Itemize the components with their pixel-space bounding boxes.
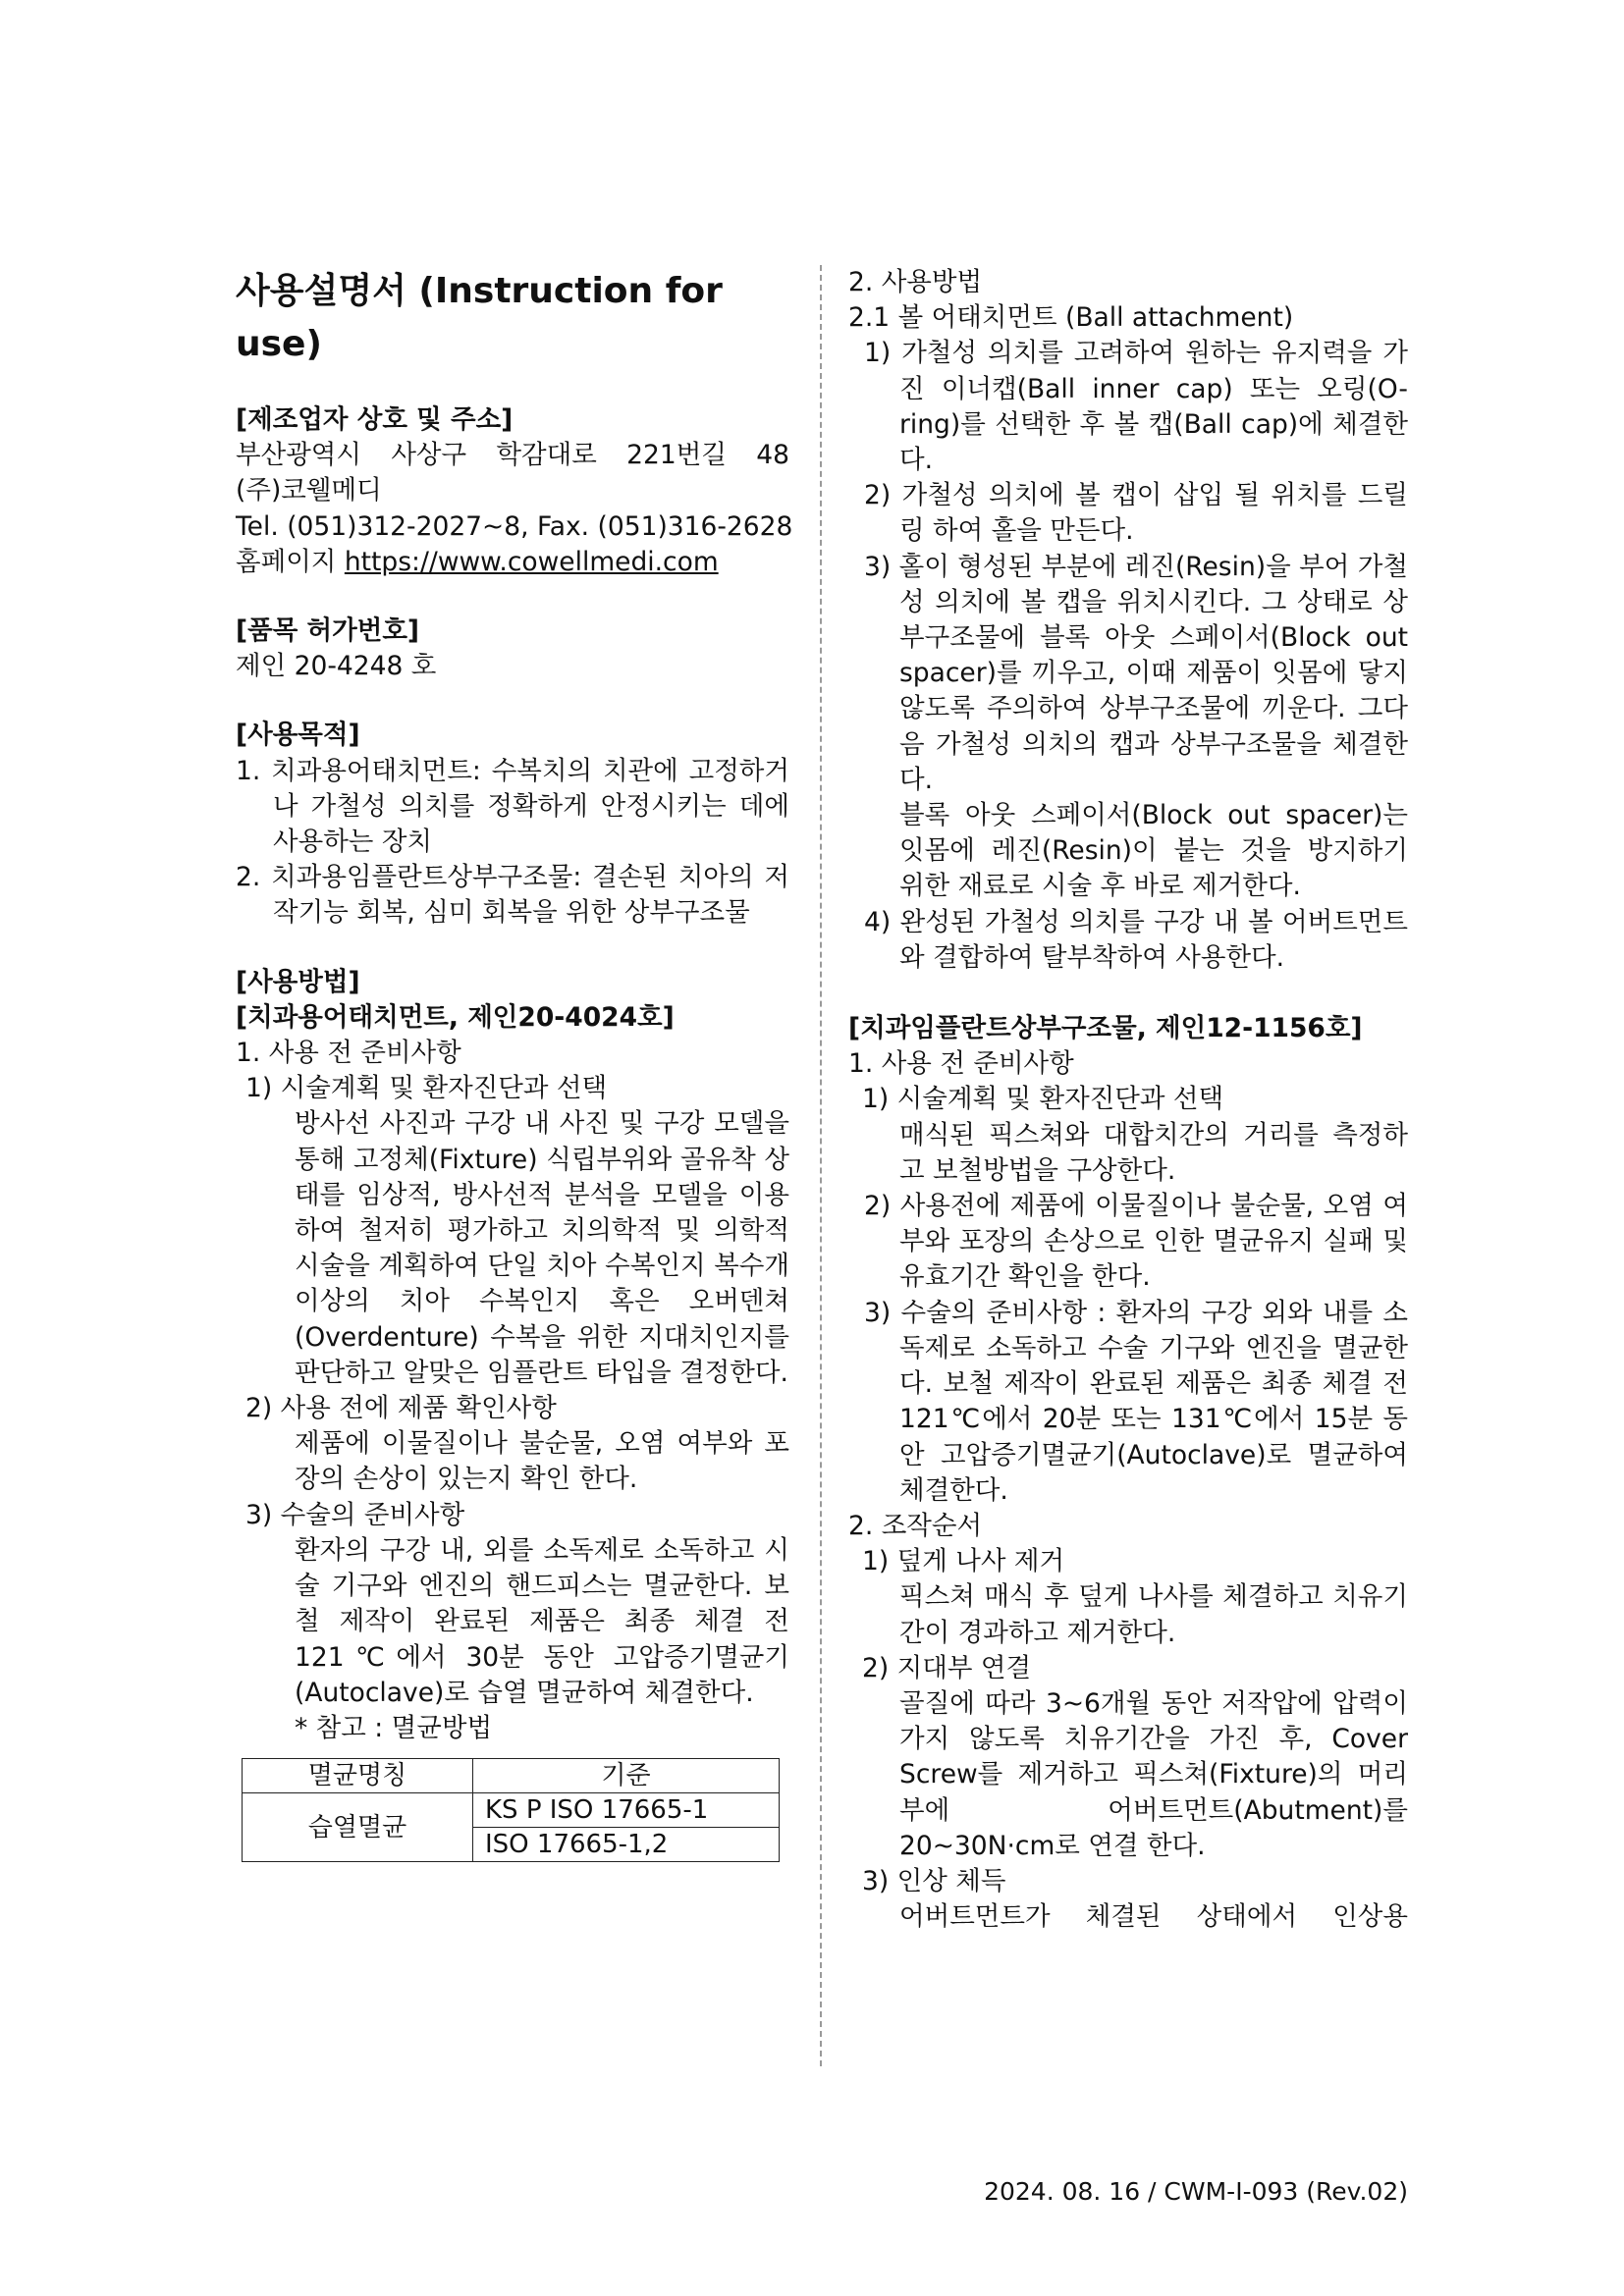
attachment-heading: [치과용어태치먼트, 제인20-4024호]	[236, 1001, 675, 1033]
table-row	[243, 1793, 780, 1828]
purpose-item-1: 1. 치과용어태치먼트: 수복치의 치관에 고정하거나 가철성 의치를 정확하게 안정시키는 데에 사용하는 장치	[236, 755, 789, 858]
use-title: 2. 사용방법	[848, 267, 983, 297]
step-2-body: 제품에 이물질이나 불순물, 오염 여부와 포장의 손상이 있는지 확인 한다.	[295, 1428, 789, 1495]
right-column	[848, 265, 1408, 1935]
step-3-body: 환자의 구강 내, 외를 소독제로 소독하고 시술 기구와 엔진의 핸드피스는 멸균한다. 보철 제작이 완료된 제품은 최종 체결 전 121℃에서 30분 동안 고압증기멸균기(Autoclave)로 습열 멸균하여 체결한다.	[295, 1534, 789, 1708]
table-header-row	[243, 1759, 780, 1793]
operation-step-2-title: 2) 지대부 연결	[862, 1652, 1032, 1683]
step-1-body: 방사선 사진과 구강 내 사진 및 구강 모델을 통해 고정체(Fixture) 식립부위와 골유착 상태를 임상적, 방사선적 분석을 모델을 이용하여 철저히 평가하고 치의학적 및 의학적 시술을 계획하여 단일 치아 수복인지 복수개 이상의 치아 수복인지 혹은 오버덴쳐(Overdenture) 수복을 위한 지대치인지를 판단하고 알맞은 임플란트 타입을 결정한다.	[295, 1108, 789, 1388]
maker-heading: [제조업자 상호 및 주소]	[236, 404, 514, 435]
table-header: 멸균명칭	[243, 1759, 473, 1793]
implant-step-2: 2) 사용전에 제품에 이물질이나 불순물, 오염 여부와 포장의 손상으로 인한 멸균유지 실패 및 유효기간 확인을 한다.	[864, 1191, 1408, 1293]
operation-step-3-title: 3) 인상 체득	[862, 1865, 1006, 1896]
maker-homepage	[236, 545, 789, 580]
ball-step-1: 1) 가철성 의치를 고려하여 원하는 유지력을 가진 이너캡(Ball inner cap) 또는 오링(O-ring)를 선택한 후 볼 캡(Ball cap)에 체결한다.	[864, 338, 1408, 476]
document-title: 사용설명서 (Instruction for use)	[236, 271, 723, 364]
sterilization-table	[242, 1758, 780, 1862]
license-heading: [품목 허가번호]	[236, 615, 420, 647]
ball-step-3: 3) 홀이 형성된 부분에 레진(Resin)을 부어 가철성 의치에 볼 캡을 위치시킨다. 그 상태로 상부구조물에 블록 아웃 스페이서(Block out spacer)를 끼우고, 이때 제품이 잇몸에 닿지 않도록 주의하여 상부구조물에 끼운다. 그다음 가철성 의치의 캡과 상부구조물을 체결한다.	[864, 551, 1408, 795]
operation-step-1-body: 픽스쳐 매식 후 덮게 나사를 체결하고 치유기간이 경과하고 제거한다.	[899, 1581, 1408, 1648]
prep-title: 1. 사용 전 준비사항	[236, 1038, 461, 1069]
operation-step-1-title: 1) 덮게 나사 제거	[862, 1546, 1065, 1577]
purpose-heading: [사용목적]	[236, 720, 360, 751]
maker-address: 부산광역시 사상구 학감대로 221번길 48	[236, 440, 789, 471]
step-1-title: 1) 시술계획 및 환자진단과 선택	[245, 1073, 608, 1104]
maker-company: (주)코웰메디	[236, 475, 382, 507]
implant-heading: [치과임플란트상부구조물, 제인12-1156호]	[848, 1013, 1363, 1044]
operation-step-2-body: 골질에 따라 3~6개월 동안 저작압에 압력이 가지 않도록 치유기간을 가진 후, Cover Screw를 제거하고 픽스쳐(Fixture)의 머리부에 어버트먼트(Abutment)를 20~30N·cm로 연결 한다.	[899, 1687, 1408, 1861]
footer-revision: 2024. 08. 16 / CWM-I-093 (Rev.02)	[984, 2177, 1408, 2206]
step-3-title: 3) 수술의 준비사항	[245, 1499, 465, 1530]
operation-title: 2. 조작순서	[848, 1510, 983, 1541]
homepage-label: 홈페이지	[236, 546, 337, 577]
ball-step-2: 2) 가철성 의치에 볼 캡이 삽입 될 위치를 드릴링 하여 홀을 만든다.	[864, 480, 1408, 547]
table-header: 기준	[473, 1759, 780, 1793]
license-number: 제인 20-4248 호	[236, 651, 437, 682]
left-column	[236, 265, 793, 1862]
sterilization-note: * 참고 : 멸균방법	[295, 1712, 493, 1743]
table-cell-name: 습열멸균	[243, 1793, 473, 1862]
column-divider	[820, 265, 822, 2066]
purpose-item-2: 2. 치과용임플란트상부구조물: 결손된 치아의 저작기능 회복, 심미 회복을 위한 상부구조물	[236, 862, 789, 929]
table-cell-standard: KS P ISO 17665-1	[473, 1793, 780, 1828]
ball-step-3-note: 블록 아웃 스페이서(Block out spacer)는 잇몸에 레진(Resin)이 붙는 것을 방지하기 위한 재료로 시술 후 바로 제거한다.	[899, 800, 1408, 902]
method-heading: [사용방법]	[236, 966, 360, 997]
maker-tel: Tel. (051)312-2027~8, Fax. (051)316-2628	[236, 510, 793, 542]
implant-step-3: 3) 수술의 준비사항 : 환자의 구강 외와 내를 소독제로 소독하고 수술 기구와 엔진을 멸균한다. 보철 제작이 완료된 제품은 최종 체결 전 121℃에서 20분 또는 131℃에서 15분 동안 고압증기멸균기(Autoclave)로 멸균하여 체결한다.	[864, 1297, 1408, 1506]
ball-title: 2.1 볼 어태치먼트 (Ball attachment)	[848, 302, 1294, 334]
implant-step-1-title: 1) 시술계획 및 환자진단과 선택	[862, 1084, 1224, 1115]
ball-step-4: 4) 완성된 가철성 의치를 구강 내 볼 어버트먼트와 결합하여 탈부착하여 사용한다.	[864, 906, 1408, 973]
homepage-link[interactable]: https://www.cowellmedi.com	[344, 546, 719, 577]
operation-step-3-body: 어버트먼트가 체결된 상태에서 인상용	[899, 1901, 1408, 1933]
table-cell-standard: ISO 17665-1,2	[473, 1828, 780, 1862]
implant-step-1-body: 매식된 픽스쳐와 대합치간의 거리를 측정하고 보철방법을 구상한다.	[899, 1119, 1408, 1186]
step-2-title: 2) 사용 전에 제품 확인사항	[245, 1393, 557, 1424]
implant-prep-title: 1. 사용 전 준비사항	[848, 1048, 1074, 1080]
